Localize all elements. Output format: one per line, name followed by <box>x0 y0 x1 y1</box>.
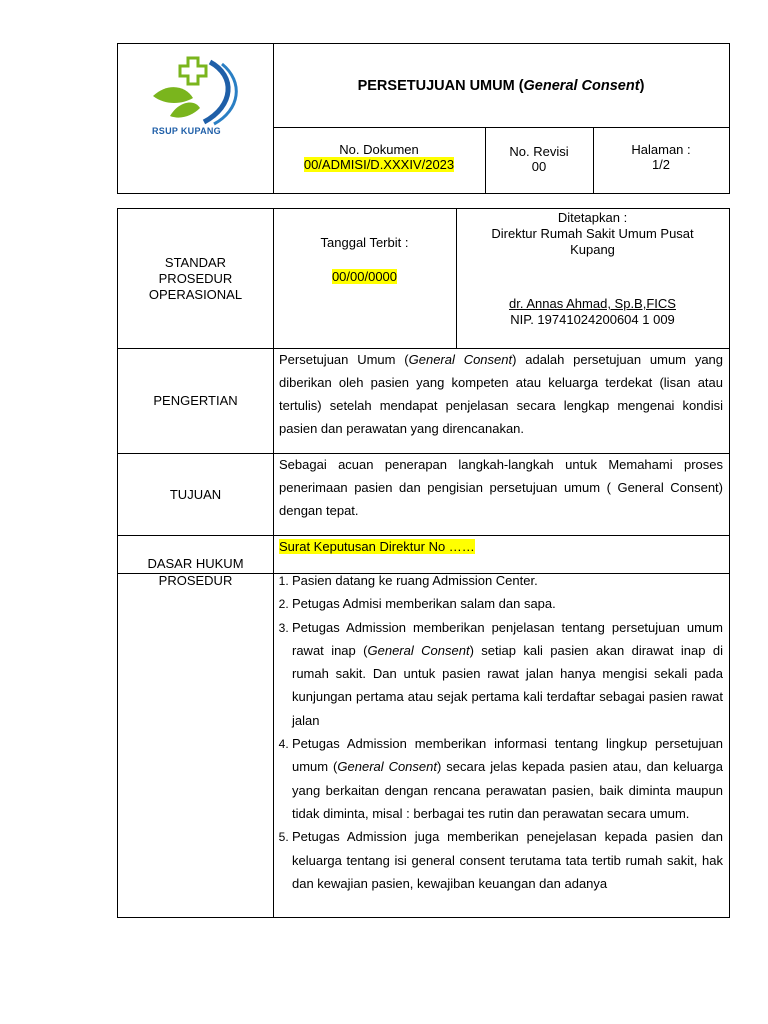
prosedur-step-1: 1. Pasien datang ke ruang Admission Center. <box>292 573 723 592</box>
title-suffix: ) <box>639 77 645 94</box>
logo-cell <box>117 43 274 194</box>
pengertian-italic: General Consent <box>408 352 513 367</box>
prosedur-step-4 <box>292 732 723 825</box>
dasar-hukum-text: Surat Keputusan Direktur No …… <box>279 539 475 554</box>
prosedur-list <box>273 573 723 895</box>
page-value: 1/2 <box>651 157 671 172</box>
step3-italic: General Consent <box>367 642 470 658</box>
step3-text-b: ) setiap kali pasien akan dirawat inap di rumah sakit. Dan untuk pasien rawat jalan hanya mengisi sekali pada kunjungan pertama atau sejak pertama kali terdaftar sebagai pasien rawat jalan <box>292 642 724 728</box>
pengertian-text <box>273 348 730 454</box>
approval-cell <box>456 208 730 349</box>
prosedur-step-2: 2. Petugas Admisi memberikan salam dan sapa. <box>292 592 723 615</box>
step4-text-a: Petugas Admission memberikan informasi tentang lingkup persetujuan umum ( <box>292 736 723 775</box>
doc-number-label: No. Dokumen <box>339 142 419 157</box>
doc-number-cell <box>273 127 486 194</box>
prosedur-label: PROSEDUR <box>117 573 274 918</box>
revision-value: 00 <box>531 159 547 174</box>
prosedur-step-5: 5. Petugas Admission juga memberikan penejelasan kepada pasien dan keluarga tentang isi general consent terutama tata tertib rumah sakit, hak dan kewajian pasien, kewajiban keuangan dan adanya <box>292 825 723 895</box>
prosedur-steps <box>273 573 730 918</box>
logo-text: RSUP KUPANG <box>152 126 221 136</box>
revision-cell <box>485 127 594 194</box>
step4-text-b: ) secara jelas kepada pasien atau, dan keluarga yang berkaitan dengan rencana perawatan pasien, baik diminta maupun tidak diminta, misal : berbagai tes rutin dan perawatan secara umum. <box>292 759 724 821</box>
dasar-hukum-cell <box>273 535 730 574</box>
page-label: Halaman : <box>631 142 691 157</box>
sop-label-cell <box>117 208 274 349</box>
step3-text-a: Petugas Admission memberikan penjelasan tentang persetujuan umum rawat inap ( <box>292 619 723 658</box>
step4-italic: General Consent <box>337 759 437 775</box>
title-prefix: PERSETUJUAN UMUM ( <box>357 77 524 94</box>
tujuan-text: Sebagai acuan penerapan langkah-langkah untuk Memahami proses penerimaan pasien dan pengisian persetujuan umum ( General Consent) dengan tepat. <box>273 453 730 536</box>
document-title <box>273 43 730 128</box>
sop-label-line2: PROSEDUR <box>158 270 233 286</box>
approved-label: Ditetapkan : <box>557 210 628 225</box>
revision-label: No. Revisi <box>509 144 569 159</box>
issue-date-label: Tanggal Terbit : <box>320 235 409 250</box>
tujuan-label: TUJUAN <box>117 453 274 536</box>
approver-nip: NIP. 19741024200604 1 009 <box>510 312 675 327</box>
prosedur-step-3 <box>292 616 723 732</box>
title-italic: General Consent <box>523 77 640 94</box>
pengertian-label: PENGERTIAN <box>117 348 274 454</box>
pengertian-text-a: Persetujuan Umum ( <box>279 352 409 367</box>
approver-title: Direktur Rumah Sakit Umum Pusat Kupang <box>491 226 694 257</box>
dasar-hukum-label: DASAR HUKUM <box>117 535 274 574</box>
page-cell <box>593 127 730 194</box>
issue-date-value: 00/00/0000 <box>331 269 398 284</box>
sop-label-line3: OPERASIONAL <box>148 286 243 302</box>
approver-name: dr. Annas Ahmad, Sp.B,FICS <box>509 296 676 311</box>
sop-label-line1: STANDAR <box>164 254 227 270</box>
doc-number-value: 00/ADMISI/D.XXXIV/2023 <box>303 157 455 172</box>
issue-date-cell <box>273 208 457 349</box>
pengertian-text-b: ) adalah persetujuan umum yang diberikan oleh pasien yang kompeten atau keluarga terdekat (lisan atau tertulis) setelah mendapat penjelasan secara lengkap mengenai kondisi pasien dan perawatan yang direncanakan. <box>279 352 724 436</box>
